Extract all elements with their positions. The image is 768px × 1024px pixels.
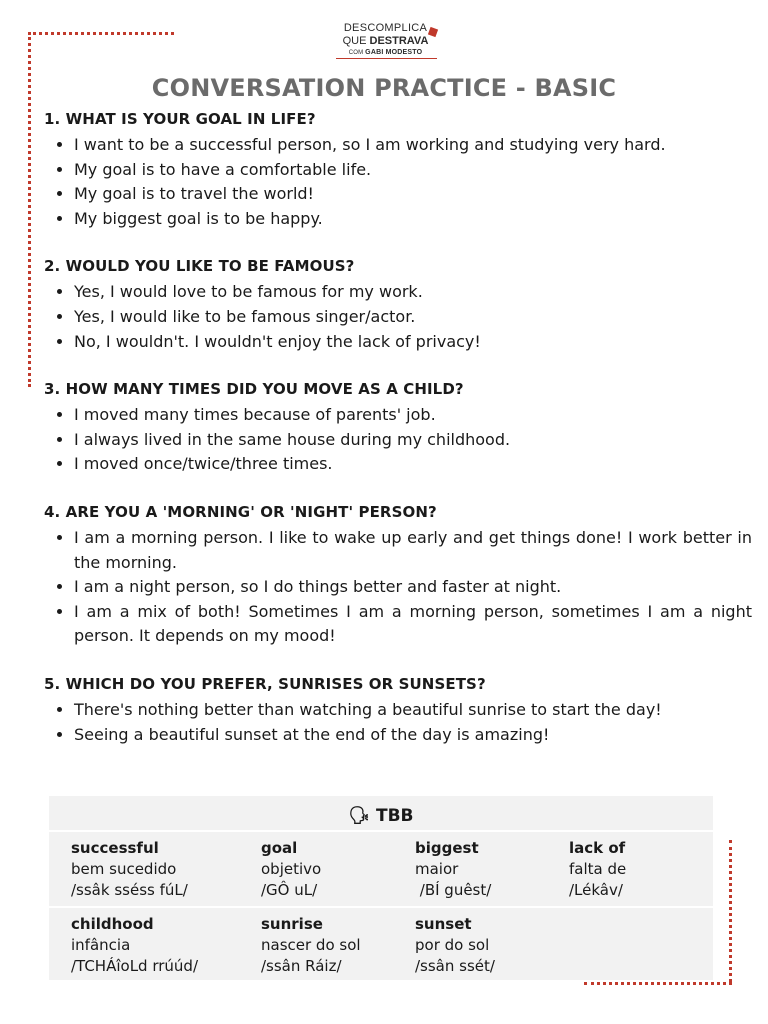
- logo-line-3b: GABI MODESTO: [365, 49, 423, 56]
- section-spacer: [44, 354, 752, 378]
- vocab-entry: [71, 838, 188, 901]
- question-heading: 5. WHICH DO YOU PREFER, SUNRISES OR SUNSETS?: [44, 674, 486, 693]
- vocab-word: sunset: [415, 915, 472, 933]
- vocab-entry: [71, 914, 198, 977]
- logo-line-2a: QUE: [342, 35, 370, 47]
- answer-item: • My biggest goal is to be happy.: [74, 207, 752, 232]
- section-spacer: [44, 231, 752, 255]
- vocab-pronunciation: /ssân ssét/: [415, 957, 495, 975]
- answer-item: • I am a night person, so I do things better and faster at night.: [74, 575, 752, 600]
- questions-list: [44, 108, 752, 747]
- vocab-word: sunrise: [261, 915, 323, 933]
- vocab-translation: nascer do sol: [261, 936, 361, 954]
- decorative-dotted-border-right: [729, 840, 732, 982]
- question-heading: 3. HOW MANY TIMES DID YOU MOVE AS A CHILD?: [44, 380, 464, 399]
- question-heading: 4. ARE YOU A 'MORNING' OR 'NIGHT' PERSON?: [44, 502, 437, 521]
- vocab-entry: [415, 838, 491, 901]
- answer-item: • I moved many times because of parents' job.: [74, 403, 752, 428]
- vocab-translation: maior: [415, 860, 459, 878]
- logo-line-1: DESCOMPLICA: [343, 22, 428, 34]
- answer-list: [44, 280, 752, 354]
- vocab-translation: infância: [71, 936, 131, 954]
- vocab-word: childhood: [71, 915, 154, 933]
- vocabulary-box: [49, 796, 713, 980]
- vocab-entry: [415, 914, 495, 977]
- logo-line-2b: DESTRAVA: [369, 35, 429, 47]
- vocabulary-heading: TBB: [376, 806, 414, 826]
- answer-item: • My goal is to have a comfortable life.: [74, 158, 752, 183]
- answer-item: • I am a morning person. I like to wake up early and get things done! I work better in the morning.: [74, 526, 752, 575]
- question-block-4: [44, 501, 752, 649]
- answer-item: • I am a mix of both! Sometimes I am a morning person, sometimes I am a night person. It depends on my mood!: [74, 600, 752, 649]
- answer-list: [44, 403, 752, 477]
- vocab-translation: bem sucedido: [71, 860, 177, 878]
- answer-item: • I moved once/twice/three times.: [74, 452, 752, 477]
- answer-item: • I always lived in the same house during my childhood.: [74, 428, 752, 453]
- vocab-word: successful: [71, 839, 159, 857]
- logo-underline: [336, 58, 437, 59]
- section-spacer: [44, 649, 752, 673]
- question-block-5: [44, 673, 752, 747]
- vocabulary-row-2: [49, 908, 713, 982]
- vocab-pronunciation: /Lékâv/: [569, 881, 623, 899]
- answer-item: • Seeing a beautiful sunset at the end of the day is amazing!: [74, 723, 752, 748]
- question-block-3: [44, 378, 752, 477]
- question-heading: 1. WHAT IS YOUR GOAL IN LIFE?: [44, 110, 316, 128]
- decorative-dotted-border-top: [28, 32, 174, 35]
- vocab-translation: falta de: [569, 860, 627, 878]
- answer-item: • My goal is to travel the world!: [74, 182, 752, 207]
- answer-item: • No, I wouldn't. I wouldn't enjoy the lack of privacy!: [74, 330, 752, 355]
- decorative-dotted-border-bottom: [584, 982, 732, 985]
- vocab-entry: [261, 838, 321, 901]
- answer-list: [44, 526, 752, 649]
- vocab-pronunciation: /TCHÁîoLd rrúúd/: [71, 957, 199, 975]
- answer-item: • Yes, I would like to be famous singer/actor.: [74, 305, 752, 330]
- vocab-translation: objetivo: [261, 860, 322, 878]
- logo: [328, 22, 443, 64]
- vocabulary-row-1: [49, 832, 713, 908]
- vocab-translation: por do sol: [415, 936, 490, 954]
- speaking-head-icon: 🗣: [348, 806, 371, 826]
- vocab-word: lack of: [569, 839, 626, 857]
- question-block-2: [44, 255, 752, 354]
- answer-list: [44, 133, 752, 231]
- vocab-pronunciation: /ssâk sséss fúL/: [71, 881, 188, 899]
- vocab-entry: [261, 914, 361, 977]
- logo-line-3a: COM: [348, 50, 366, 56]
- vocab-word: goal: [261, 839, 298, 857]
- vocab-pronunciation: /BÍ guêst/: [415, 881, 492, 899]
- vocab-pronunciation: /ssân Ráiz/: [261, 957, 342, 975]
- vocab-entry: [569, 838, 626, 901]
- vocab-pronunciation: /GÔ uL/: [261, 881, 318, 899]
- question-block-1: [44, 108, 752, 231]
- vocabulary-header: [49, 796, 713, 832]
- answer-item: • I want to be a successful person, so I am working and studying very hard.: [74, 133, 752, 158]
- vocab-word: biggest: [415, 839, 479, 857]
- section-spacer: [44, 477, 752, 501]
- question-heading: 2. WOULD YOU LIKE TO BE FAMOUS?: [44, 257, 355, 276]
- logo-line-2: [328, 35, 443, 48]
- logo-line-3: [328, 48, 443, 58]
- answer-item: • Yes, I would love to be famous for my work.: [74, 280, 752, 305]
- page-title: CONVERSATION PRACTICE - BASIC: [151, 74, 617, 102]
- answer-item: • There's nothing better than watching a beautiful sunrise to start the day!: [74, 698, 752, 723]
- answer-list: [44, 698, 752, 747]
